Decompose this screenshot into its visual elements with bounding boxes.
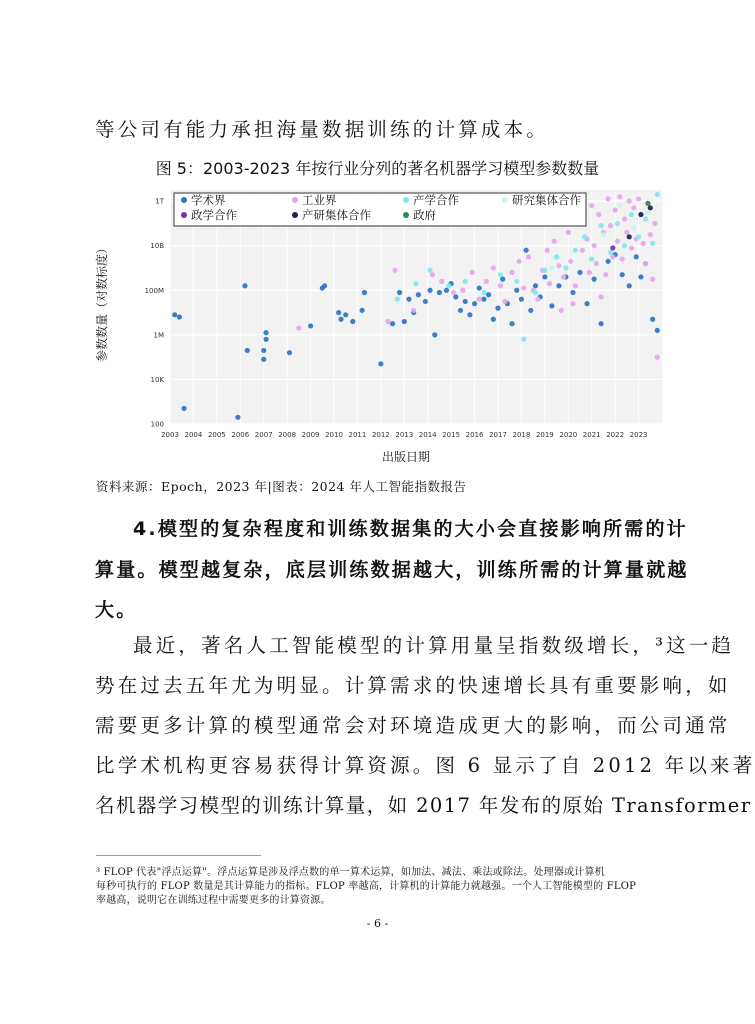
point-0-53 xyxy=(549,303,554,308)
heading-line-3: 大。 xyxy=(95,599,138,621)
point-1-43 xyxy=(615,239,620,244)
point-0-31 xyxy=(444,288,449,293)
x-tick-label-0: 2003 xyxy=(161,431,179,439)
point-0-45 xyxy=(509,321,514,326)
point-0-20 xyxy=(378,361,383,366)
point-0-1 xyxy=(177,314,182,319)
point-0-17 xyxy=(350,319,355,324)
point-0-16 xyxy=(343,312,348,317)
point-1-33 xyxy=(589,203,594,208)
legend-marker-4 xyxy=(181,212,187,218)
legend-label-1: 工业界 xyxy=(302,193,337,207)
point-2-20 xyxy=(629,212,634,217)
legend-label-2: 产学合作 xyxy=(413,193,459,207)
x-tick-label-9: 2012 xyxy=(371,431,390,439)
point-2-9 xyxy=(533,290,538,295)
y-tick-label-5: 100 xyxy=(150,420,164,429)
point-0-46 xyxy=(514,288,519,293)
x-tick-label-7: 2010 xyxy=(325,431,343,439)
point-0-43 xyxy=(500,277,505,282)
point-1-47 xyxy=(624,230,629,235)
point-0-0 xyxy=(172,312,177,317)
body-line-3: 需要更多计算的模型通常会对环境造成更大的影响，而公司通常 xyxy=(95,714,731,737)
point-1-62 xyxy=(570,301,575,306)
point-2-8 xyxy=(521,337,526,342)
point-1-48 xyxy=(627,199,632,204)
y-tick-label-2: 100M xyxy=(144,286,164,295)
point-2-2 xyxy=(427,268,432,273)
x-tick-label-12: 2015 xyxy=(442,431,461,439)
point-2-14 xyxy=(582,234,587,239)
point-0-56 xyxy=(570,290,575,295)
point-2-23 xyxy=(650,241,655,246)
point-1-14 xyxy=(509,270,514,275)
body-line-1: 最近，著名人工智能模型的计算用量呈指数级增长，³这一趋 xyxy=(133,634,735,657)
point-2-16 xyxy=(598,223,603,228)
point-2-1 xyxy=(413,281,418,286)
point-0-15 xyxy=(338,317,343,322)
y-tick-label-4: 10K xyxy=(150,375,164,384)
point-6-0 xyxy=(645,201,650,206)
point-0-65 xyxy=(634,254,639,259)
point-3-1 xyxy=(601,232,606,237)
point-2-13 xyxy=(573,248,578,253)
point-0-50 xyxy=(533,283,538,288)
point-2-7 xyxy=(514,279,519,284)
point-1-2 xyxy=(392,268,397,273)
point-1-39 xyxy=(606,196,611,201)
point-5-0 xyxy=(627,234,632,239)
legend-label-4: 政学合作 xyxy=(191,208,237,222)
legend-marker-0 xyxy=(181,197,187,203)
x-tick-label-3: 2006 xyxy=(231,431,250,439)
point-1-30 xyxy=(580,248,585,253)
x-tick-label-17: 2020 xyxy=(559,431,578,439)
point-1-46 xyxy=(622,216,627,221)
point-0-18 xyxy=(360,308,365,313)
point-0-26 xyxy=(416,292,421,297)
point-0-66 xyxy=(638,274,643,279)
point-1-5 xyxy=(439,279,444,284)
point-2-21 xyxy=(636,234,641,239)
point-1-10 xyxy=(484,279,489,284)
point-1-23 xyxy=(552,239,557,244)
x-tick-label-15: 2018 xyxy=(512,431,531,439)
y-tick-label-3: 1M xyxy=(153,331,164,340)
point-0-58 xyxy=(584,301,589,306)
point-1-15 xyxy=(516,259,521,264)
point-0-41 xyxy=(491,317,496,322)
point-1-21 xyxy=(545,248,550,253)
point-0-38 xyxy=(477,285,482,290)
legend-marker-3 xyxy=(502,197,508,203)
point-1-17 xyxy=(526,254,531,259)
parameters-scatter-chart xyxy=(90,182,670,472)
x-tick-label-14: 2017 xyxy=(489,431,507,439)
body-line-5: 名机器学习模型的训练计算量，如 2017 年发布的原始 Transformer xyxy=(95,794,752,817)
point-1-19 xyxy=(535,297,540,302)
x-tick-label-8: 2011 xyxy=(348,431,367,439)
point-1-34 xyxy=(591,243,596,248)
point-0-42 xyxy=(495,306,500,311)
point-1-57 xyxy=(648,232,653,237)
x-tick-label-10: 2013 xyxy=(395,431,414,439)
point-2-0 xyxy=(395,297,400,302)
point-0-64 xyxy=(627,283,632,288)
point-0-27 xyxy=(423,299,428,304)
point-1-36 xyxy=(596,212,601,217)
body-line-4: 比学术机构更容易获得计算资源。图 6 显示了自 2012 年以来著 xyxy=(95,754,755,777)
point-0-14 xyxy=(336,310,341,315)
paragraph-line-intro: 等公司有能力承担海量数据训练的计算成本。 xyxy=(95,118,550,141)
legend-marker-5 xyxy=(292,212,298,218)
footnote-line-3: 率越高，说明它在训练过程中需要更多的计算资源。 xyxy=(96,895,331,906)
figure-title: 图 5：2003-2023 年按行业分列的著名机器学习模型参数数量 xyxy=(155,159,600,178)
point-0-69 xyxy=(655,328,660,333)
y-tick-label-1: 10B xyxy=(150,242,164,251)
point-1-27 xyxy=(568,259,573,264)
point-1-44 xyxy=(617,194,622,199)
point-0-9 xyxy=(261,357,266,362)
point-0-3 xyxy=(235,415,240,420)
point-1-13 xyxy=(502,299,507,304)
x-tick-label-18: 2021 xyxy=(582,431,601,439)
point-0-39 xyxy=(481,297,486,302)
point-2-3 xyxy=(446,283,451,288)
point-1-3 xyxy=(411,308,416,313)
point-4-0 xyxy=(610,245,615,250)
point-0-37 xyxy=(472,301,477,306)
point-1-52 xyxy=(636,196,641,201)
point-2-24 xyxy=(655,192,660,197)
legend-marker-6 xyxy=(403,212,409,218)
point-3-4 xyxy=(645,210,650,215)
point-1-40 xyxy=(608,223,613,228)
point-2-15 xyxy=(589,256,594,261)
point-0-68 xyxy=(650,317,655,322)
x-tick-label-19: 2022 xyxy=(606,431,625,439)
point-3-0 xyxy=(549,265,554,270)
point-2-19 xyxy=(622,243,627,248)
point-0-23 xyxy=(402,319,407,324)
x-tick-label-16: 2019 xyxy=(535,431,554,439)
point-0-6 xyxy=(263,330,268,335)
point-1-32 xyxy=(587,270,592,275)
heading-line-1: 4.模型的复杂程度和训练数据集的大小会直接影响所需的计 xyxy=(133,518,688,540)
point-0-54 xyxy=(556,283,561,288)
point-3-3 xyxy=(631,225,636,230)
point-0-57 xyxy=(577,270,582,275)
point-2-18 xyxy=(615,221,620,226)
x-tick-label-6: 2009 xyxy=(301,431,320,439)
point-3-2 xyxy=(617,203,622,208)
point-1-8 xyxy=(470,270,475,275)
point-0-47 xyxy=(519,297,524,302)
point-1-6 xyxy=(451,290,456,295)
point-1-41 xyxy=(610,254,615,259)
point-1-7 xyxy=(460,288,465,293)
point-0-60 xyxy=(598,321,603,326)
footnote-line-2: 每秒可执行的 FLOP 数量是其计算能力的指标。FLOP 率越高，计算机的计算能力就越强。一个人工智能模型的 FLOP xyxy=(96,881,637,892)
point-0-24 xyxy=(406,297,411,302)
x-axis-title: 出版日期 xyxy=(381,450,431,464)
point-1-54 xyxy=(641,241,646,246)
legend-label-3: 研究集体合作 xyxy=(512,193,581,207)
footnote-divider xyxy=(96,855,261,856)
point-0-61 xyxy=(606,259,611,264)
legend-marker-1 xyxy=(292,197,298,203)
point-1-16 xyxy=(521,285,526,290)
point-0-4 xyxy=(242,283,247,288)
point-1-4 xyxy=(430,272,435,277)
point-1-50 xyxy=(631,205,636,210)
point-0-33 xyxy=(453,294,458,299)
x-tick-label-11: 2014 xyxy=(418,431,437,439)
point-1-45 xyxy=(620,256,625,261)
chart-legend xyxy=(174,193,586,226)
y-tick-label-0: 1T xyxy=(155,197,164,206)
legend-label-0: 学术界 xyxy=(191,193,226,207)
point-0-34 xyxy=(458,308,463,313)
point-1-59 xyxy=(652,221,657,226)
point-0-52 xyxy=(542,274,547,279)
x-axis-ticks xyxy=(161,431,647,439)
point-2-10 xyxy=(542,268,547,273)
point-1-61 xyxy=(598,294,603,299)
point-1-22 xyxy=(547,281,552,286)
point-1-55 xyxy=(643,261,648,266)
point-0-30 xyxy=(437,290,442,295)
point-0-49 xyxy=(528,308,533,313)
source-note: 资料来源：Epoch，2023 年|图表：2024 年人工智能指数报告 xyxy=(96,479,467,494)
point-0-29 xyxy=(432,332,437,337)
x-tick-label-20: 2023 xyxy=(629,431,648,439)
point-2-5 xyxy=(481,290,486,295)
point-2-11 xyxy=(554,254,559,259)
point-1-11 xyxy=(491,265,496,270)
point-0-10 xyxy=(287,350,292,355)
point-5-2 xyxy=(648,205,653,210)
legend-label-6: 政府 xyxy=(413,208,436,222)
page-number: - 6 - xyxy=(366,917,389,930)
x-tick-label-5: 2008 xyxy=(278,431,297,439)
x-tick-label-4: 2007 xyxy=(254,431,273,439)
point-0-11 xyxy=(308,323,313,328)
point-0-35 xyxy=(463,299,468,304)
point-1-1 xyxy=(385,319,390,324)
point-1-26 xyxy=(566,230,571,235)
point-1-35 xyxy=(594,261,599,266)
point-1-58 xyxy=(650,277,655,282)
point-1-24 xyxy=(556,263,561,268)
point-0-59 xyxy=(591,277,596,282)
y-axis-title: 参数数量（对数标度） xyxy=(95,241,109,363)
point-1-25 xyxy=(561,274,566,279)
x-tick-label-1: 2004 xyxy=(184,431,203,439)
footnote-line-1: ³ FLOP 代表"浮点运算"。浮点运算是涉及浮点数的单一算术运算，如加法、减法、乘法或除法。处理器或计算机 xyxy=(96,867,605,878)
point-0-22 xyxy=(397,290,402,295)
point-1-9 xyxy=(477,297,482,302)
point-0-13 xyxy=(322,283,327,288)
point-5-1 xyxy=(638,212,643,217)
legend-label-5: 产研集体合作 xyxy=(302,208,371,222)
point-2-22 xyxy=(643,216,648,221)
point-2-12 xyxy=(563,265,568,270)
point-1-12 xyxy=(498,283,503,288)
heading-line-2: 算量。模型越复杂，底层训练数据越大，训练所需的计算量就越 xyxy=(95,559,689,581)
point-0-5 xyxy=(245,348,250,353)
x-tick-label-2: 2005 xyxy=(207,431,226,439)
point-0-28 xyxy=(427,288,432,293)
point-1-28 xyxy=(573,283,578,288)
y-axis-ticks xyxy=(145,198,165,429)
point-0-48 xyxy=(524,248,529,253)
point-0-19 xyxy=(362,290,367,295)
point-0-2 xyxy=(181,406,186,411)
point-2-4 xyxy=(463,279,468,284)
point-1-38 xyxy=(603,272,608,277)
point-1-60 xyxy=(655,355,660,360)
point-0-63 xyxy=(620,272,625,277)
legend-marker-2 xyxy=(403,197,409,203)
point-0-40 xyxy=(486,292,491,297)
point-0-8 xyxy=(261,348,266,353)
point-1-63 xyxy=(559,308,564,313)
point-0-21 xyxy=(390,321,395,326)
point-0-36 xyxy=(467,312,472,317)
point-0-7 xyxy=(263,337,268,342)
point-2-17 xyxy=(608,250,613,255)
point-1-49 xyxy=(629,245,634,250)
x-tick-label-13: 2016 xyxy=(465,431,484,439)
point-1-0 xyxy=(296,326,301,331)
body-line-2: 势在过去五年尤为明显。计算需求的快速增长具有重要影响，如 xyxy=(95,674,731,697)
point-2-6 xyxy=(498,272,503,277)
point-1-42 xyxy=(613,207,618,212)
